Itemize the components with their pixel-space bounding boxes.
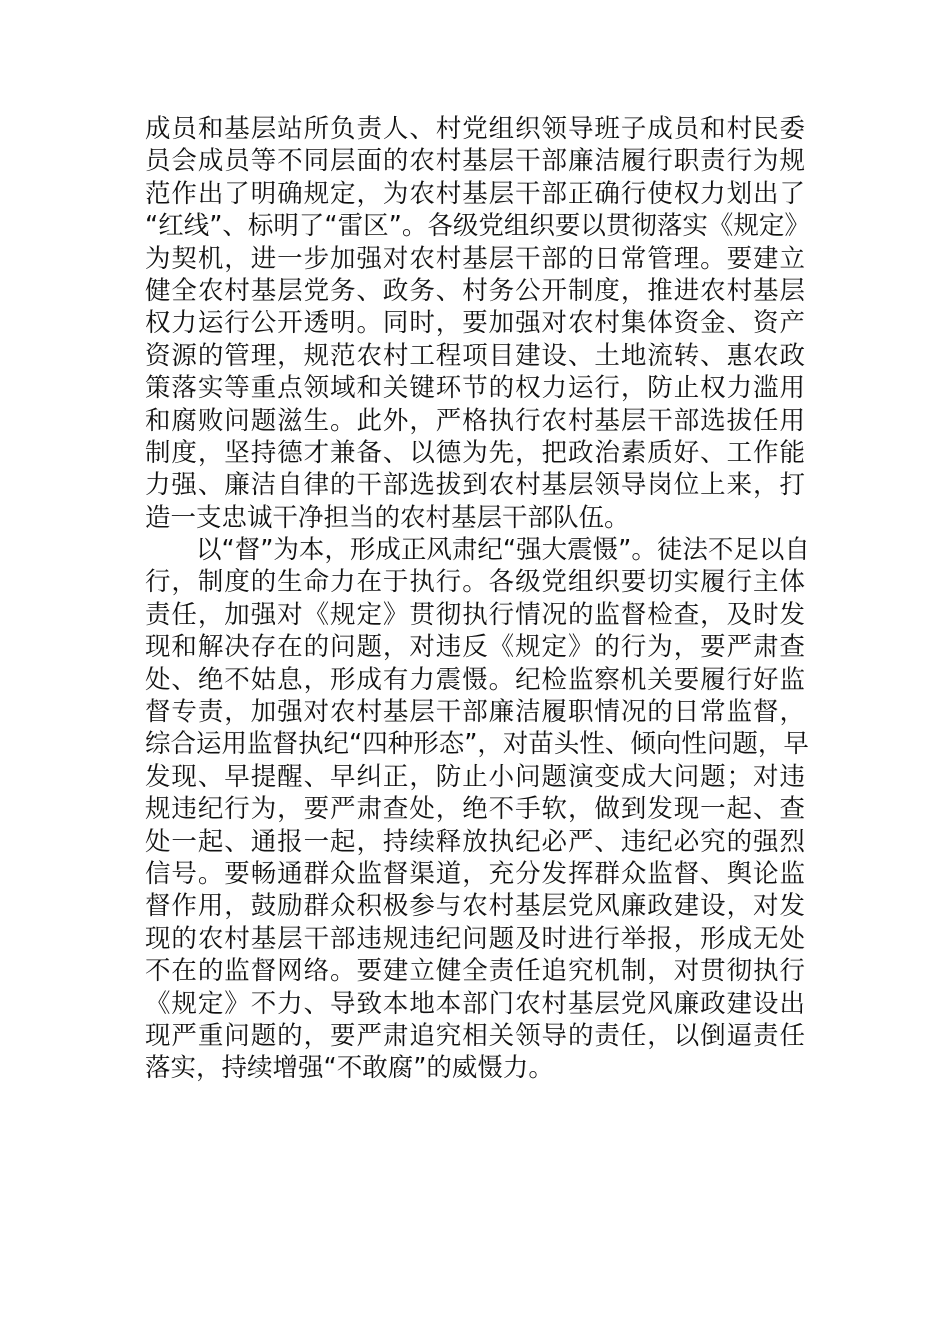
text-line: 力强、廉洁自律的干部选拔到农村基层领导岗位上来，打	[145, 470, 805, 501]
text-line: 处一起、通报一起，持续释放执纪必严、违纪必究的强烈	[145, 826, 805, 857]
text-line: 督专责，加强对农村基层干部廉洁履职情况的日常监督，	[145, 697, 805, 728]
paragraph-2	[145, 534, 810, 1085]
text-line: 为契机，进一步加强对农村基层干部的日常管理。要建立	[145, 243, 805, 274]
text-line: 不在的监督网络。要建立健全责任追究机制，对贯彻执行	[145, 956, 805, 987]
text-line: 规违纪行为，要严肃查处，绝不手软，做到发现一起、查	[145, 794, 805, 825]
text-line: 权力运行公开透明。同时，要加强对农村集体资金、资产	[145, 308, 805, 339]
text-line: 处、绝不姑息，形成有力震慑。纪检监察机关要履行好监	[145, 664, 805, 695]
text-line: “红线”、标明了“雷区”。各级党组织要以贯彻落实《规定》	[145, 211, 810, 242]
text-line: 员会成员等不同层面的农村基层干部廉洁履行职责行为规	[145, 146, 805, 177]
text-line: 现严重问题的，要严肃追究相关领导的责任，以倒逼责任	[145, 1020, 805, 1051]
text-line: 和腐败问题滋生。此外，严格执行农村基层干部选拔任用	[145, 405, 805, 436]
text-line: 策落实等重点领域和关键环节的权力运行，防止权力滥用	[145, 373, 805, 404]
text-line: 现和解决存在的问题，对违反《规定》的行为，要严肃查	[145, 632, 805, 663]
text-line: 健全农村基层党务、政务、村务公开制度，推进农村基层	[145, 275, 805, 306]
text-line: 督作用，鼓励群众积极参与农村基层党风廉政建设，对发	[145, 891, 805, 922]
text-line: 成员和基层站所负责人、村党组织领导班子成员和村民委	[145, 114, 805, 144]
text-line: 资源的管理，规范农村工程项目建设、土地流转、惠农政	[145, 340, 805, 371]
text-line: 信号。要畅通群众监督渠道，充分发挥群众监督、舆论监	[145, 858, 805, 889]
text-line: 以“督”为本，形成正风肃纪“强大震慑”。徒法不足以自	[196, 535, 810, 566]
text-line: 综合运用监督执纪“四种形态”，对苗头性、倾向性问题，早	[145, 729, 809, 760]
body-text	[145, 113, 810, 1085]
text-line: 《规定》不力、导致本地本部门农村基层党风廉政建设出	[145, 988, 805, 1019]
paragraph-1	[145, 113, 810, 534]
text-line: 范作出了明确规定，为农村基层干部正确行使权力划出了	[145, 178, 805, 209]
text-line: 制度，坚持德才兼备、以德为先，把政治素质好、工作能	[145, 437, 805, 468]
text-line: 发现、早提醒、早纠正，防止小问题演变成大问题；对违	[145, 761, 805, 792]
text-line: 责任，加强对《规定》贯彻执行情况的监督检查，及时发	[145, 599, 805, 630]
text-line: 行，制度的生命力在于执行。各级党组织要切实履行主体	[145, 567, 805, 598]
text-line: 造一支忠诚干净担当的农村基层干部队伍。	[145, 502, 630, 533]
text-line: 落实，持续增强“不敢腐”的威慑力。	[145, 1053, 554, 1084]
text-line: 现的农村基层干部违规违纪问题及时进行举报，形成无处	[145, 923, 805, 954]
